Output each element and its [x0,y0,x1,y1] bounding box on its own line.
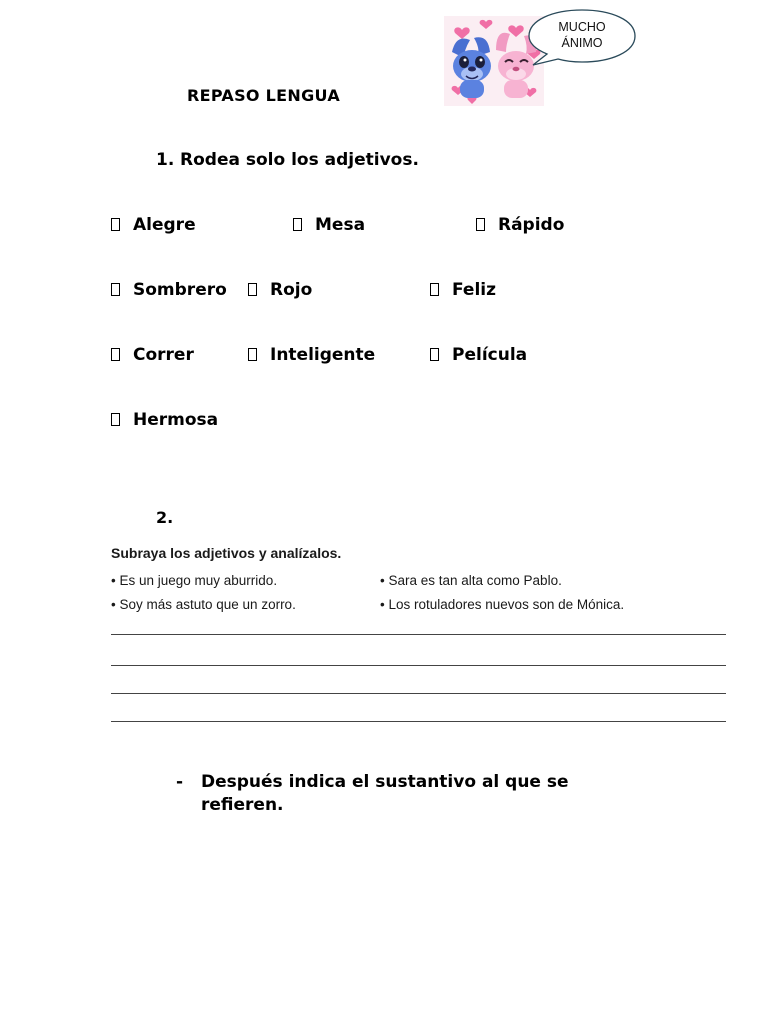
answer-line [111,693,726,694]
note-dash: - [176,772,184,792]
word-item: Sombrero [111,280,227,300]
question-1-heading [156,150,419,170]
checkbox-icon [248,283,257,296]
bubble-text [540,19,624,51]
word-item: Hermosa [111,410,218,430]
bubble-line-2: ÁNIMO [561,36,603,50]
word-item: Alegre [111,215,196,235]
checkbox-icon [430,283,439,296]
answer-line [111,721,726,722]
checkbox-icon [111,413,120,426]
word-item: Inteligente [248,345,375,365]
exercise-title: Subraya los adjetivos y analízalos. [111,545,342,561]
checkbox-icon [248,348,257,361]
word-item: Mesa [293,215,365,235]
question-2-number: 2. [156,508,174,527]
question-1-prompt: Rodea solo los adjetivos. [180,150,419,170]
checkbox-icon [111,218,120,231]
exercise-sentence: • Sara es tan alta como Pablo. [380,573,562,588]
exercise-sentence: • Es un juego muy aburrido. [111,573,278,588]
answer-line [111,665,726,666]
checkbox-icon [476,218,485,231]
checkbox-icon [430,348,439,361]
page-title: REPASO LENGUA [187,86,341,105]
bubble-line-1: MUCHO [558,20,606,34]
checkbox-icon [111,348,120,361]
word-item: Correr [111,345,194,365]
word-item: Rojo [248,280,312,300]
word-item: Rápido [476,215,564,235]
question-1-number: 1. [156,150,175,170]
exercise-sentence: • Soy más astuto que un zorro. [111,597,296,612]
note-text: Después indica el sustantivo al que se refieren. [201,772,569,815]
word-item: Feliz [430,280,496,300]
answer-line [111,634,726,635]
checkbox-icon [293,218,302,231]
exercise-sentence: • Los rotuladores nuevos son de Mónica. [380,597,625,612]
checkbox-icon [111,283,120,296]
word-item: Película [430,345,527,365]
